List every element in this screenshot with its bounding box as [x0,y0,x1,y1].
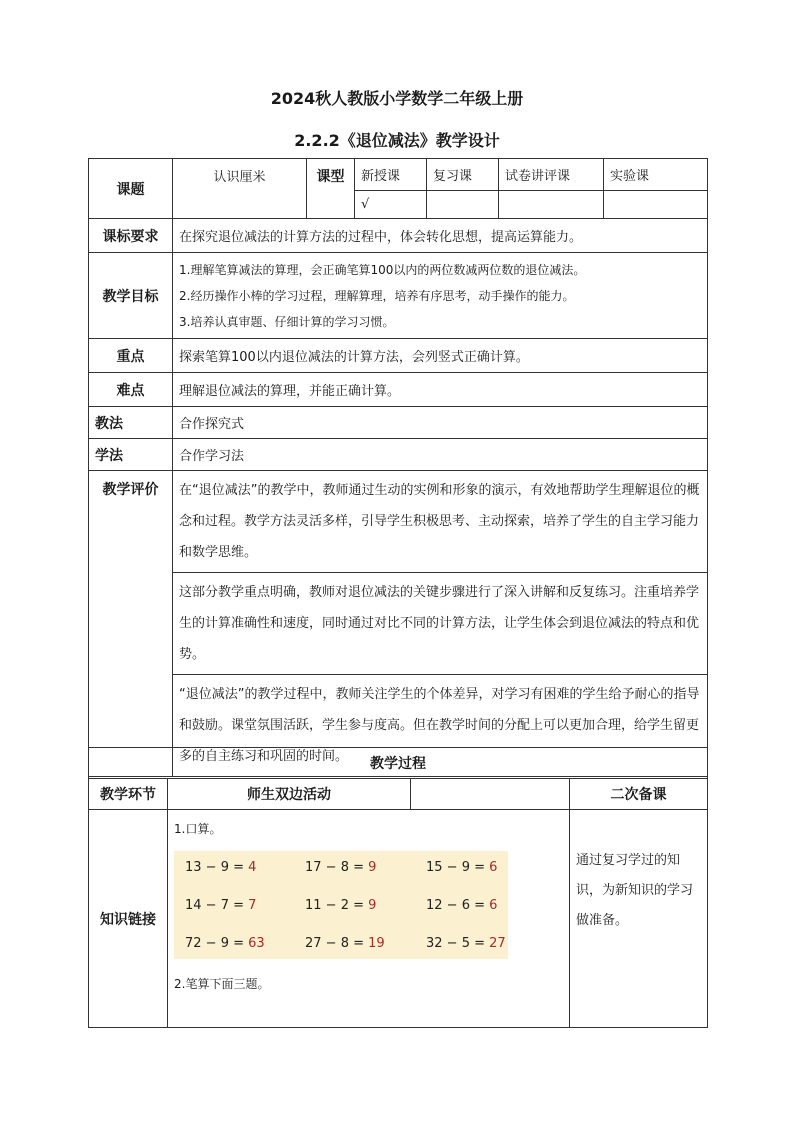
calc-item: 14 − 7 = 7 [185,898,257,913]
calc-item: 32 − 5 = 27 [426,936,506,951]
standard-label: 课标要求 [89,219,173,253]
goal-item: 2.经历操作小棒的学习过程，理解算理，培养有序思考，动手操作的能力。 [179,288,575,303]
teaching-method-value: 合作探究式 [173,407,708,439]
calc-item: 72 − 9 = 63 [185,936,265,951]
activity-item-1: 1.口算。 [174,822,222,836]
difficulty-label: 难点 [89,373,173,407]
calc-item: 12 − 6 = 6 [426,898,498,913]
goals-list [173,253,708,339]
mental-math-box [174,851,508,959]
lesson-info-table [88,158,708,777]
document-title: 2024秋人教版小学数学二年级上册 [270,89,524,108]
document-subtitle: 2.2.2《退位减法》教学设计 [294,131,500,150]
calc-item: 11 − 2 = 9 [305,898,377,913]
topic-value: 认识厘米 [173,159,307,219]
calc-item: 27 − 8 = 19 [305,936,385,951]
topic-label: 课题 [89,159,173,219]
evaluation-paragraph: 这部分教学重点明确，教师对退位减法的关键步骤进行了深入讲解和反复练习。注重培养学生的计算准确性和速度，同时通过对比不同的计算方法，让学生体会到退位减法的特点和优势。 [173,573,708,675]
type-label: 课型 [307,159,355,219]
key-point-value: 探索笔算100以内退位减法的计算方法，会列竖式正确计算。 [173,339,708,373]
type-experiment-lesson-mark [604,191,708,219]
activity-item-2: 2.笔算下面三题。 [174,977,270,991]
process-heading: 教学过程 [89,748,708,779]
type-test-review-lesson-mark [499,191,604,219]
evaluation-paragraph: “退位减法”的教学过程中，教师关注学生的个体差异，对学习有困难的学生给予耐心的指导和鼓励。课堂氛围活跃，学生参与度高。但在教学时间的分配上可以更加合理，给学生留更多的自主练习和巩固的时间。 [173,675,708,777]
evaluation-label: 教学评价 [89,471,173,777]
goals-label: 教学目标 [89,253,173,339]
calc-item: 17 − 8 = 9 [305,860,377,875]
key-point-label: 重点 [89,339,173,373]
calc-item: 13 − 9 = 4 [185,860,257,875]
type-review-lesson: 复习课 [427,159,499,191]
prep-note: 通过复习学过的知识，为新知识的学习做准备。 [576,853,694,928]
evaluation-paragraph: 在“退位减法”的教学中，教师通过生动的实例和形象的演示，有效地帮助学生理解退位的概念和过程。教学方法灵活多样，引导学生积极思考、主动探索，培养了学生的自主学习能力和数学思维。 [173,471,708,573]
prep-column-header: 二次备课 [570,779,708,810]
goal-item: 1.理解笔算减法的算理，会正确笔算100以内的两位数减两位数的退位减法。 [179,262,586,277]
activity-column-header: 师生双边活动 [168,779,411,810]
empty-column-header [411,779,570,810]
study-method-label: 学法 [89,439,173,471]
type-test-review-lesson: 试卷讲评课 [499,159,604,191]
type-review-lesson-mark [427,191,499,219]
type-new-lesson: 新授课 [355,159,427,191]
difficulty-value: 理解退位减法的算理，并能正确计算。 [173,373,708,407]
type-experiment-lesson: 实验课 [604,159,708,191]
stage-column-header: 教学环节 [89,779,168,810]
goal-item: 3.培养认真审题、仔细计算的学习习惯。 [179,314,395,329]
teaching-method-label: 教法 [89,407,173,439]
stage-name: 知识链接 [89,810,168,1028]
standard-value: 在探究退位减法的计算方法的过程中，体会转化思想，提高运算能力。 [173,219,708,253]
type-new-lesson-mark: √ [355,191,427,219]
study-method-value: 合作学习法 [173,439,708,471]
calc-item: 15 − 9 = 6 [426,860,498,875]
